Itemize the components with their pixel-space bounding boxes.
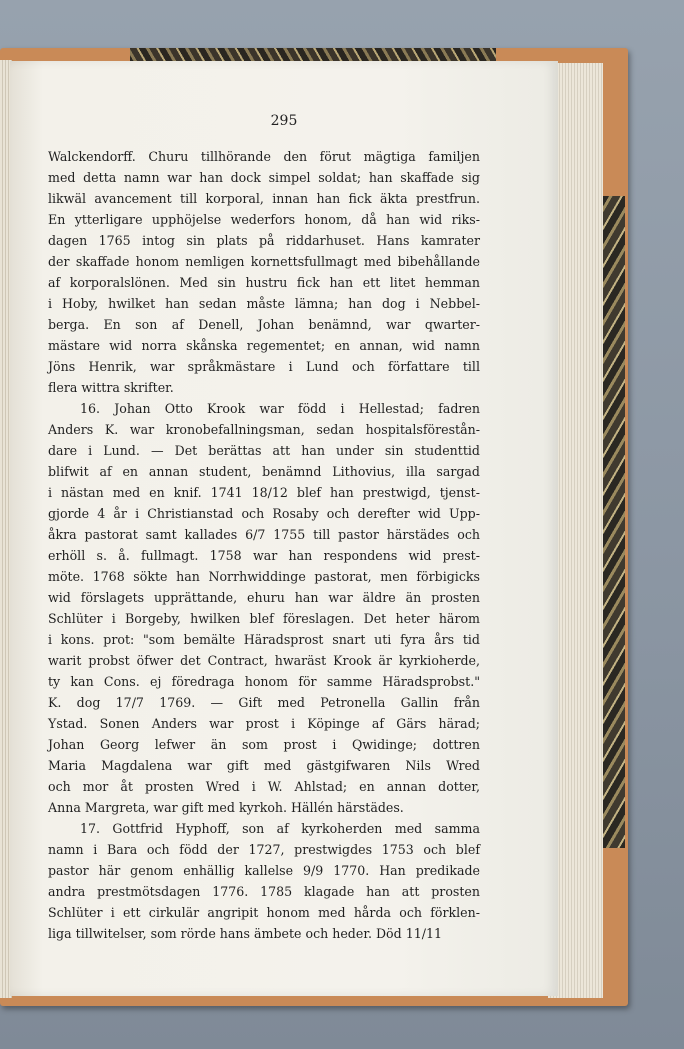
text-line: och mor åt prosten Wred i W. Ahlstad; en annan dotter, [48, 779, 480, 794]
text-line: dare i Lund. — Det berättas att han under sin studenttid [48, 443, 480, 458]
text-line: 17. Gottfrid Hyphoff, son af kyrkoherden med samma [80, 821, 480, 836]
text-line: Johan Georg lefwer än som prost i Qwidinge; dottren [48, 737, 480, 752]
text-line: Ystad. Sonen Anders war prost i Köpinge af Gärs härad; [48, 716, 480, 731]
text-line: andra prestmötsdagen 1776. 1785 klagade han att prosten [48, 884, 480, 899]
page-number: 295 [270, 113, 298, 129]
text-line: flera wittra skrifter. [48, 380, 174, 395]
text-line: likwäl avancement till korporal, innan han fick äkta prestfrun. [48, 191, 480, 206]
text-line: warit probst öfwer det Contract, hwaräst Krook är kyrkioherde, [48, 653, 480, 668]
text-line: gjorde 4 år i Christianstad och Rosaby och derefter wid Upp- [48, 506, 480, 521]
text-line: namn i Bara och född der 1727, prestwigdes 1753 och blef [48, 842, 480, 857]
text-line: Schlüter i ett cirkulär angripit honom med hårda och förklen- [48, 905, 480, 920]
text-line: ty kan Cons. ej föredraga honom för samme Häradsprobst." [48, 674, 480, 689]
text-line: der skaffade honom nemligen kornettsfullmagt med bibehållande [48, 254, 480, 269]
text-line: Jöns Henrik, war språkmästare i Lund och författare till [48, 359, 480, 374]
text-line: mästare wid norra skånska regementet; en annan, wid namn [48, 338, 480, 353]
text-line: i Hoby, hwilket han sedan måste lämna; han dog i Nebbel- [48, 296, 480, 311]
text-line: erhöll s. å. fullmagt. 1758 war han respondens wid prest- [48, 548, 480, 563]
text-line: Walckendorff. Churu tillhörande den förut mägtiga familjen [48, 149, 480, 164]
book-page [10, 61, 558, 996]
text-line: Anders K. war kronobefallningsman, sedan hospitalsförestån- [48, 422, 480, 437]
text-line: En ytterligare upphöjelse wederfors honom, då han wid riks- [48, 212, 480, 227]
text-line: af korporalslönen. Med sin hustru fick han ett litet hemman [48, 275, 480, 290]
text-line: K. dog 17/7 1769. — Gift med Petronella Gallin från [48, 695, 480, 710]
text-line: Schlüter i Borgeby, hwilken blef föreslagen. Det heter härom [48, 611, 480, 626]
text-line: berga. En son af Denell, Johan benämnd, war qwarter- [48, 317, 480, 332]
text-line: 16. Johan Otto Krook war född i Hellestad; fadren [80, 401, 480, 416]
marbled-edge-right [601, 196, 625, 848]
text-line: liga tillwitelser, som rörde hans ämbete och heder. Död 11/11 [48, 926, 442, 941]
text-line: wid förslagets upprättande, ehuru han war äldre än prosten [48, 590, 480, 605]
text-line: med detta namn war han dock simpel soldat; han skaffade sig [48, 170, 480, 185]
text-line: i nästan med en knif. 1741 18/12 blef han prestwigd, tjenst- [48, 485, 480, 500]
text-line: dagen 1765 intog sin plats på riddarhuset. Hans kamrater [48, 233, 480, 248]
text-line: åkra pastorat samt kallades 6/7 1755 till pastor härstädes och [48, 527, 480, 542]
text-line: Anna Margreta, war gift med kyrkoh. Hällén härstädes. [48, 800, 404, 815]
text-line: blifwit af en annan student, benämnd Lithovius, illa sargad [48, 464, 480, 479]
text-line: möte. 1768 sökte han Norrhwiddinge pastorat, men förbigicks [48, 569, 480, 584]
text-line: pastor här genom enhällig kallelse 9/9 1770. Han predikade [48, 863, 480, 878]
text-line: i kons. prot: "som bemälte Häradsprost snart uti fyra års tid [48, 632, 480, 647]
text-line: Maria Magdalena war gift med gästgifwaren Nils Wred [48, 758, 480, 773]
